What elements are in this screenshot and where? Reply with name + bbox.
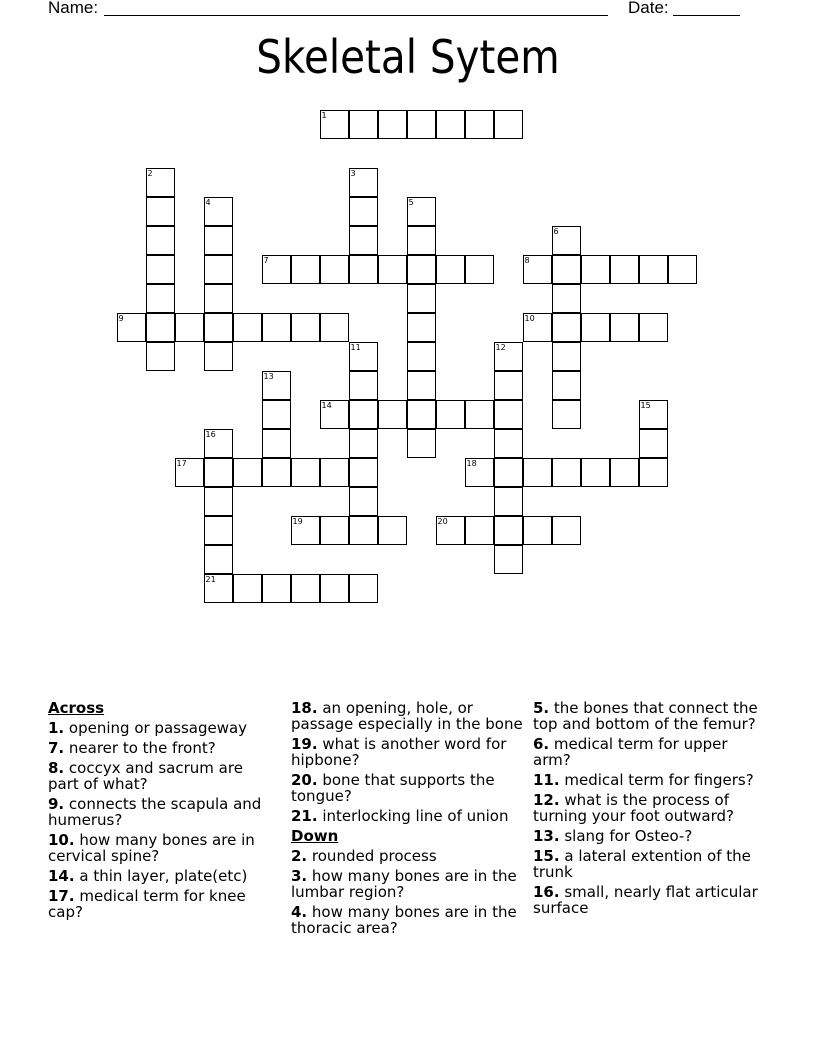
grid-cell[interactable] xyxy=(668,255,697,284)
clue-down-5 xyxy=(533,700,768,732)
grid-cell[interactable] xyxy=(204,255,233,284)
grid-cell[interactable] xyxy=(465,110,494,139)
clues-column-3 xyxy=(533,700,768,920)
grid-cell[interactable] xyxy=(581,313,610,342)
grid-cell[interactable] xyxy=(436,255,465,284)
grid-cell[interactable] xyxy=(262,255,291,284)
clue-number: 4. xyxy=(291,903,308,921)
cell-number: 11 xyxy=(350,342,361,352)
cell-number: 9 xyxy=(118,313,124,323)
grid-cell[interactable] xyxy=(204,226,233,255)
grid-cell[interactable] xyxy=(204,313,233,342)
grid-cell[interactable] xyxy=(291,313,320,342)
grid-cell[interactable] xyxy=(552,226,581,255)
grid-cell[interactable] xyxy=(204,516,233,545)
clue-text: coccyx and sacrum are part of what? xyxy=(48,759,243,793)
grid-cell[interactable] xyxy=(291,458,320,487)
clue-down-13 xyxy=(533,828,768,844)
grid-cell[interactable] xyxy=(523,458,552,487)
grid-cell[interactable] xyxy=(349,197,378,226)
clue-number: 8. xyxy=(48,759,65,777)
grid-cell[interactable] xyxy=(262,400,291,429)
clue-number: 18. xyxy=(291,699,318,717)
clue-text: medical term for fingers? xyxy=(564,771,754,789)
clue-down-4 xyxy=(291,904,523,936)
date-field[interactable] xyxy=(673,15,740,16)
clue-down-15 xyxy=(533,848,768,880)
grid-cell[interactable] xyxy=(552,371,581,400)
cell-number: 19 xyxy=(292,516,303,526)
grid-cell[interactable] xyxy=(494,545,523,574)
grid-cell[interactable] xyxy=(465,255,494,284)
clue-text: a thin layer, plate(etc) xyxy=(79,867,248,885)
clue-number: 15. xyxy=(533,847,560,865)
clue-text: nearer to the front? xyxy=(68,739,216,757)
clue-text: what is another word for hipbone? xyxy=(291,735,507,769)
clue-text: slang for Osteo-? xyxy=(564,827,693,845)
cell-number: 12 xyxy=(495,342,506,352)
clue-number: 19. xyxy=(291,735,318,753)
clue-text: how many bones are in cervical spine? xyxy=(48,831,255,865)
grid-cell[interactable] xyxy=(320,574,349,603)
clue-number: 21. xyxy=(291,807,318,825)
clue-text: medical term for upper arm? xyxy=(533,735,728,769)
grid-cell[interactable] xyxy=(349,371,378,400)
cell-number: 2 xyxy=(147,168,153,178)
grid-cell[interactable] xyxy=(436,110,465,139)
grid-cell[interactable] xyxy=(407,429,436,458)
clue-across-7 xyxy=(48,740,273,756)
grid-cell[interactable] xyxy=(494,487,523,516)
grid-cell[interactable] xyxy=(146,284,175,313)
clue-number: 7. xyxy=(48,739,65,757)
clue-text: rounded process xyxy=(311,847,437,865)
grid-cell[interactable] xyxy=(349,574,378,603)
grid-cell[interactable] xyxy=(204,458,233,487)
cell-number: 6 xyxy=(553,226,559,236)
grid-cell[interactable] xyxy=(465,516,494,545)
grid-cell[interactable] xyxy=(465,458,494,487)
grid-cell[interactable] xyxy=(262,574,291,603)
grid-cell[interactable] xyxy=(494,110,523,139)
grid-cell[interactable] xyxy=(349,400,378,429)
grid-cell[interactable] xyxy=(639,458,668,487)
grid-cell[interactable] xyxy=(262,313,291,342)
clue-text: medical term for knee cap? xyxy=(48,887,246,921)
grid-cell[interactable] xyxy=(407,284,436,313)
grid-cell[interactable] xyxy=(117,313,146,342)
grid-cell[interactable] xyxy=(320,255,349,284)
clue-down-3 xyxy=(291,868,523,900)
grid-cell[interactable] xyxy=(407,400,436,429)
grid-cell[interactable] xyxy=(436,400,465,429)
grid-cell[interactable] xyxy=(349,487,378,516)
grid-cell[interactable] xyxy=(146,313,175,342)
clue-number: 6. xyxy=(533,735,550,753)
grid-cell[interactable] xyxy=(552,255,581,284)
clue-text: interlocking line of union xyxy=(322,807,509,825)
grid-cell[interactable] xyxy=(349,110,378,139)
grid-cell[interactable] xyxy=(407,226,436,255)
grid-cell[interactable] xyxy=(291,574,320,603)
cell-number: 8 xyxy=(524,255,530,265)
grid-cell[interactable] xyxy=(436,516,465,545)
grid-cell[interactable] xyxy=(523,255,552,284)
grid-cell[interactable] xyxy=(262,458,291,487)
clue-number: 9. xyxy=(48,795,65,813)
cell-number: 21 xyxy=(205,574,216,584)
grid-cell[interactable] xyxy=(523,516,552,545)
clue-text: an opening, hole, or passage especially in the bone xyxy=(291,699,523,733)
clue-across-8 xyxy=(48,760,273,792)
grid-cell[interactable] xyxy=(349,226,378,255)
grid-cell[interactable] xyxy=(320,110,349,139)
grid-cell[interactable] xyxy=(494,516,523,545)
clue-number: 17. xyxy=(48,887,75,905)
grid-cell[interactable] xyxy=(146,255,175,284)
grid-cell[interactable] xyxy=(349,255,378,284)
grid-cell[interactable] xyxy=(639,429,668,458)
grid-cell[interactable] xyxy=(204,342,233,371)
grid-cell[interactable] xyxy=(349,342,378,371)
clue-text: small, nearly flat articular surface xyxy=(533,883,758,917)
cell-number: 5 xyxy=(408,197,414,207)
grid-cell[interactable] xyxy=(552,458,581,487)
grid-cell[interactable] xyxy=(639,313,668,342)
clues-column-1 xyxy=(48,700,273,924)
grid-cell[interactable] xyxy=(349,429,378,458)
clue-down-2 xyxy=(291,848,523,864)
grid-cell[interactable] xyxy=(552,342,581,371)
grid-cell[interactable] xyxy=(407,371,436,400)
grid-cell[interactable] xyxy=(204,284,233,313)
grid-cell[interactable] xyxy=(291,255,320,284)
grid-cell[interactable] xyxy=(581,458,610,487)
cell-number: 17 xyxy=(176,458,187,468)
grid-cell[interactable] xyxy=(204,545,233,574)
name-label: Name: xyxy=(48,0,99,17)
grid-cell[interactable] xyxy=(494,429,523,458)
grid-cell[interactable] xyxy=(146,342,175,371)
grid-cell[interactable] xyxy=(581,255,610,284)
clue-down-16 xyxy=(533,884,768,916)
clue-across-17 xyxy=(48,888,273,920)
clue-down-11 xyxy=(533,772,768,788)
grid-cell[interactable] xyxy=(146,197,175,226)
grid-cell[interactable] xyxy=(552,400,581,429)
cell-number: 16 xyxy=(205,429,216,439)
grid-cell[interactable] xyxy=(349,458,378,487)
grid-cell[interactable] xyxy=(407,342,436,371)
clue-across-21 xyxy=(291,808,523,824)
clue-number: 13. xyxy=(533,827,560,845)
name-field[interactable] xyxy=(104,15,608,16)
grid-cell[interactable] xyxy=(320,400,349,429)
grid-cell[interactable] xyxy=(610,255,639,284)
clue-text: a lateral extention of the trunk xyxy=(533,847,751,881)
clue-across-18 xyxy=(291,700,523,732)
grid-cell[interactable] xyxy=(610,313,639,342)
grid-cell[interactable] xyxy=(639,255,668,284)
grid-cell[interactable] xyxy=(494,458,523,487)
clue-across-9 xyxy=(48,796,273,828)
cell-number: 10 xyxy=(524,313,535,323)
across-heading: Across xyxy=(48,699,105,717)
grid-cell[interactable] xyxy=(320,516,349,545)
grid-cell[interactable] xyxy=(407,255,436,284)
clue-number: 20. xyxy=(291,771,318,789)
clue-number: 1. xyxy=(48,719,65,737)
grid-cell[interactable] xyxy=(349,168,378,197)
clue-number: 5. xyxy=(533,699,550,717)
grid-cell[interactable] xyxy=(552,516,581,545)
grid-cell[interactable] xyxy=(291,516,320,545)
clue-text: how many bones are in the lumbar region? xyxy=(291,867,517,901)
date-label: Date: xyxy=(628,0,669,17)
crossword-grid xyxy=(117,110,717,630)
grid-cell[interactable] xyxy=(639,400,668,429)
grid-cell[interactable] xyxy=(204,487,233,516)
cell-number: 20 xyxy=(437,516,448,526)
grid-cell[interactable] xyxy=(262,371,291,400)
clue-across-14 xyxy=(48,868,273,884)
clue-across-20 xyxy=(291,772,523,804)
clue-number: 3. xyxy=(291,867,308,885)
clue-number: 11. xyxy=(533,771,560,789)
grid-cell[interactable] xyxy=(378,255,407,284)
page-title: Skeletal Sytem xyxy=(256,30,560,84)
clue-text: the bones that connect the top and bottom of the femur? xyxy=(533,699,758,733)
grid-cell[interactable] xyxy=(552,284,581,313)
grid-cell[interactable] xyxy=(233,458,262,487)
grid-cell[interactable] xyxy=(233,574,262,603)
grid-cell[interactable] xyxy=(204,574,233,603)
clue-text: bone that supports the tongue? xyxy=(291,771,495,805)
cell-number: 4 xyxy=(205,197,211,207)
grid-cell[interactable] xyxy=(407,313,436,342)
grid-cell[interactable] xyxy=(233,313,262,342)
grid-cell[interactable] xyxy=(320,458,349,487)
clue-down-12 xyxy=(533,792,768,824)
grid-cell[interactable] xyxy=(378,400,407,429)
grid-cell[interactable] xyxy=(494,342,523,371)
grid-cell[interactable] xyxy=(349,516,378,545)
grid-cell[interactable] xyxy=(610,458,639,487)
grid-cell[interactable] xyxy=(175,458,204,487)
grid-cell[interactable] xyxy=(378,110,407,139)
cell-number: 15 xyxy=(640,400,651,410)
grid-cell[interactable] xyxy=(262,429,291,458)
grid-cell[interactable] xyxy=(204,197,233,226)
clue-text: what is the process of turning your foot outward? xyxy=(533,791,734,825)
clue-across-1 xyxy=(48,720,273,736)
clue-number: 12. xyxy=(533,791,560,809)
clue-down-6 xyxy=(533,736,768,768)
cell-number: 1 xyxy=(321,110,327,120)
clue-number: 16. xyxy=(533,883,560,901)
clues-column-2 xyxy=(291,700,523,940)
grid-cell[interactable] xyxy=(465,400,494,429)
grid-cell[interactable] xyxy=(204,429,233,458)
cell-number: 7 xyxy=(263,255,269,265)
grid-cell[interactable] xyxy=(407,197,436,226)
clue-text: opening or passageway xyxy=(68,719,248,737)
grid-cell[interactable] xyxy=(494,371,523,400)
grid-cell[interactable] xyxy=(146,226,175,255)
clue-across-10 xyxy=(48,832,273,864)
clue-number: 14. xyxy=(48,867,75,885)
clue-across-19 xyxy=(291,736,523,768)
clue-number: 10. xyxy=(48,831,75,849)
cell-number: 18 xyxy=(466,458,477,468)
cell-number: 3 xyxy=(350,168,356,178)
clue-text: how many bones are in the thoracic area? xyxy=(291,903,517,937)
grid-cell[interactable] xyxy=(175,313,204,342)
grid-cell[interactable] xyxy=(407,110,436,139)
down-heading: Down xyxy=(291,827,339,845)
grid-cell[interactable] xyxy=(378,516,407,545)
grid-cell[interactable] xyxy=(146,168,175,197)
grid-cell[interactable] xyxy=(320,313,349,342)
cell-number: 14 xyxy=(321,400,332,410)
grid-cell[interactable] xyxy=(552,313,581,342)
grid-cell[interactable] xyxy=(494,400,523,429)
clue-text: connects the scapula and humerus? xyxy=(48,795,262,829)
grid-cell[interactable] xyxy=(523,313,552,342)
cell-number: 13 xyxy=(263,371,274,381)
clue-number: 2. xyxy=(291,847,308,865)
